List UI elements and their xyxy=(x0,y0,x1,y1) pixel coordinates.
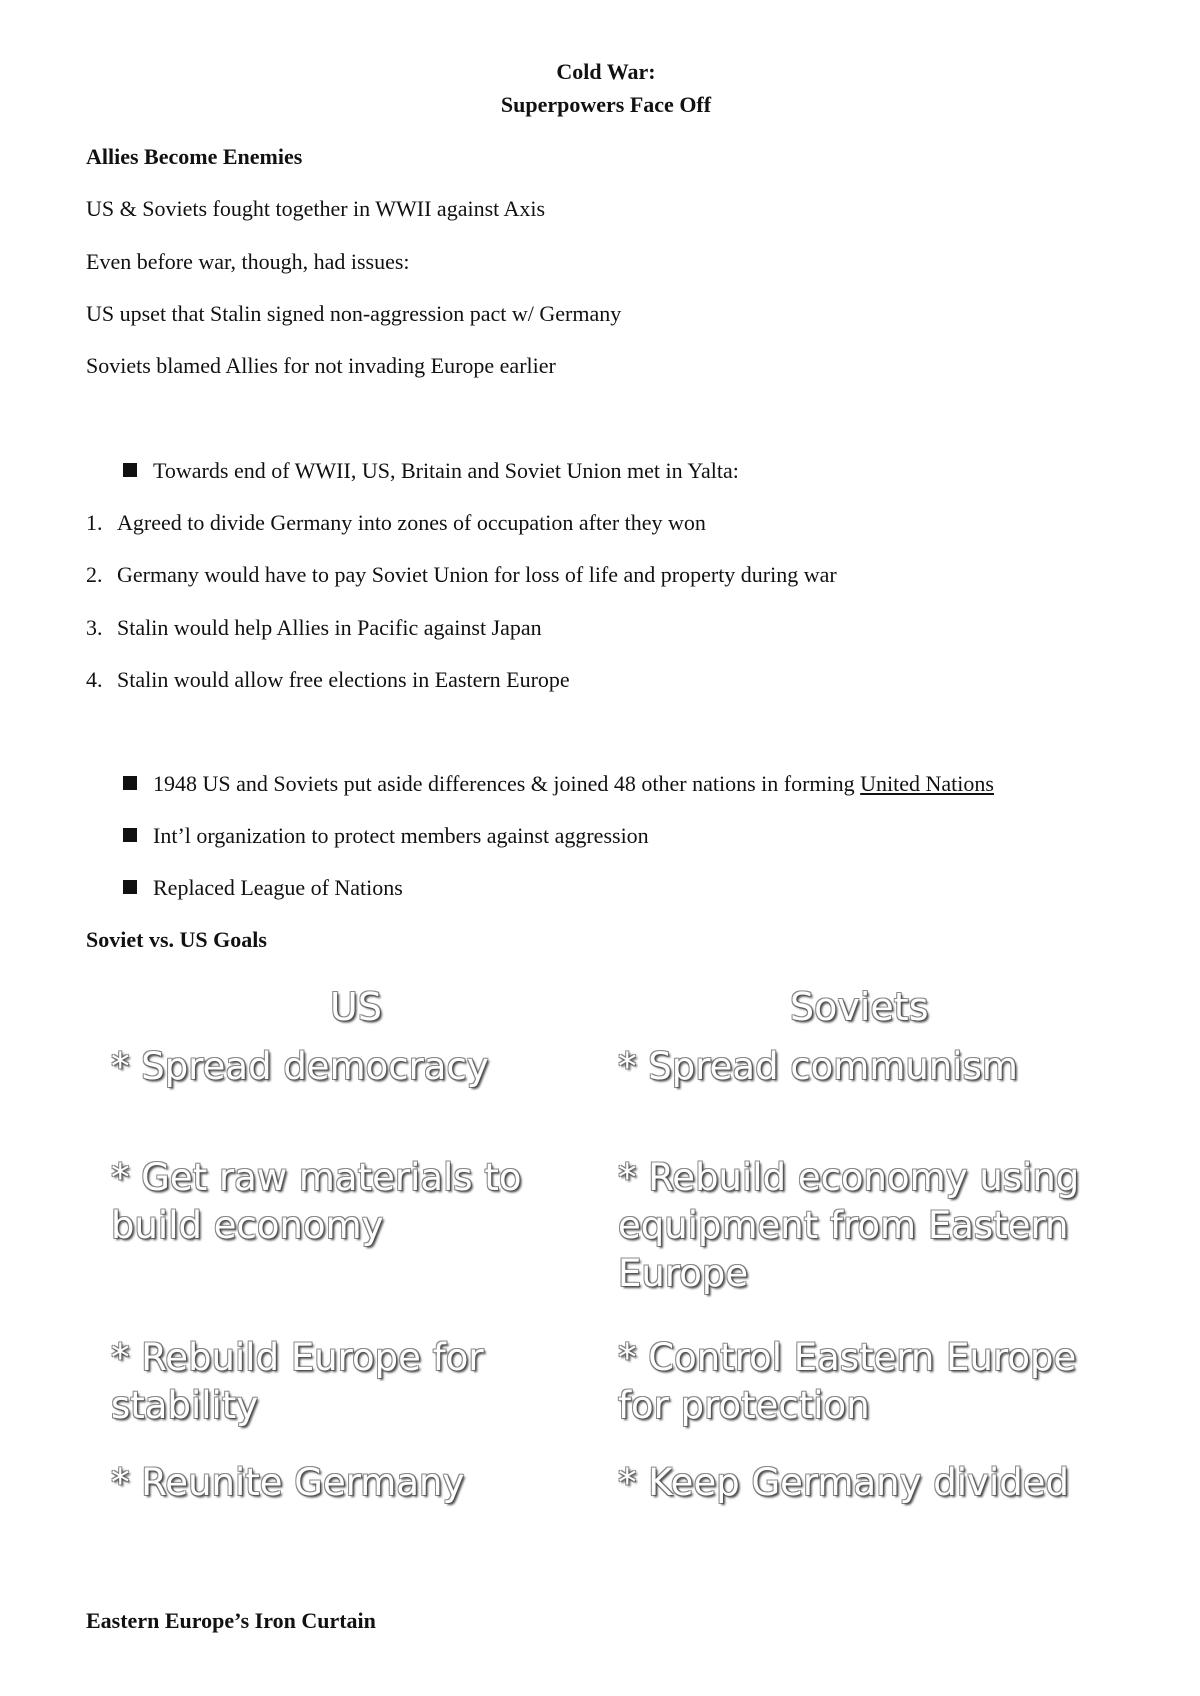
us-goal: * Spread democracy xyxy=(111,1045,489,1088)
numbered-item xyxy=(86,562,837,588)
soviet-goal: * Spread communism xyxy=(618,1045,1018,1088)
bullet-text: 1948 US and Soviets put aside differences & joined 48 other nations in forming xyxy=(153,771,861,796)
us-goal: * Reunite Germany xyxy=(111,1461,465,1504)
bullet-text: Replaced League of Nations xyxy=(153,875,403,900)
numbered-item xyxy=(86,615,542,641)
square-bullet-icon xyxy=(123,463,137,477)
section-heading-iron-curtain: Eastern Europe’s Iron Curtain xyxy=(86,1608,376,1633)
paragraph: US & Soviets fought together in WWII against Axis xyxy=(86,196,546,221)
united-nations-underlined: United Nations xyxy=(860,771,994,796)
numbered-item xyxy=(86,667,570,693)
square-bullet-icon xyxy=(123,880,137,894)
bullet-item xyxy=(123,875,403,901)
goals-comparison-graphic xyxy=(98,985,1098,1570)
bullet-item xyxy=(123,823,649,849)
paragraph: Soviets blamed Allies for not invading Europe earlier xyxy=(86,353,556,378)
square-bullet-icon xyxy=(123,776,137,790)
paragraph: Even before war, though, had issues: xyxy=(86,249,410,274)
bullet-item xyxy=(123,458,739,484)
soviet-goal: * Control Eastern Europe for protection xyxy=(618,1336,1077,1427)
bullet-text: Int’l organization to protect members against aggression xyxy=(153,823,649,848)
title-line-2: Superpowers Face Off xyxy=(500,92,712,117)
us-goal: * Get raw materials to build economy xyxy=(111,1156,522,1247)
paragraph: US upset that Stalin signed non-aggression pact w/ Germany xyxy=(86,301,622,326)
item-number: 4. xyxy=(86,667,103,692)
section-heading-goals: Soviet vs. US Goals xyxy=(86,927,267,952)
item-number: 2. xyxy=(86,562,103,587)
soviet-goal: * Keep Germany divided xyxy=(618,1461,1069,1504)
numbered-item xyxy=(86,510,706,536)
item-number: 3. xyxy=(86,615,103,640)
us-column-header: US xyxy=(330,985,382,1029)
us-goal: * Rebuild Europe for stability xyxy=(111,1336,484,1427)
soviets-column-header: Soviets xyxy=(790,985,929,1029)
section-heading-allies: Allies Become Enemies xyxy=(86,144,303,169)
item-number: 1. xyxy=(86,510,103,535)
bullet-item xyxy=(123,771,994,797)
square-bullet-icon xyxy=(123,828,137,842)
item-text: Stalin would help Allies in Pacific against Japan xyxy=(117,615,542,640)
title-line-1: Cold War: xyxy=(556,59,656,84)
bullet-text: Towards end of WWII, US, Britain and Soviet Union met in Yalta: xyxy=(153,458,739,483)
soviet-goal: * Rebuild economy using equipment from Eastern Europe xyxy=(618,1156,1080,1295)
item-text: Germany would have to pay Soviet Union for loss of life and property during war xyxy=(117,562,837,587)
item-text: Stalin would allow free elections in Eastern Europe xyxy=(117,667,570,692)
item-text: Agreed to divide Germany into zones of occupation after they won xyxy=(117,510,706,535)
